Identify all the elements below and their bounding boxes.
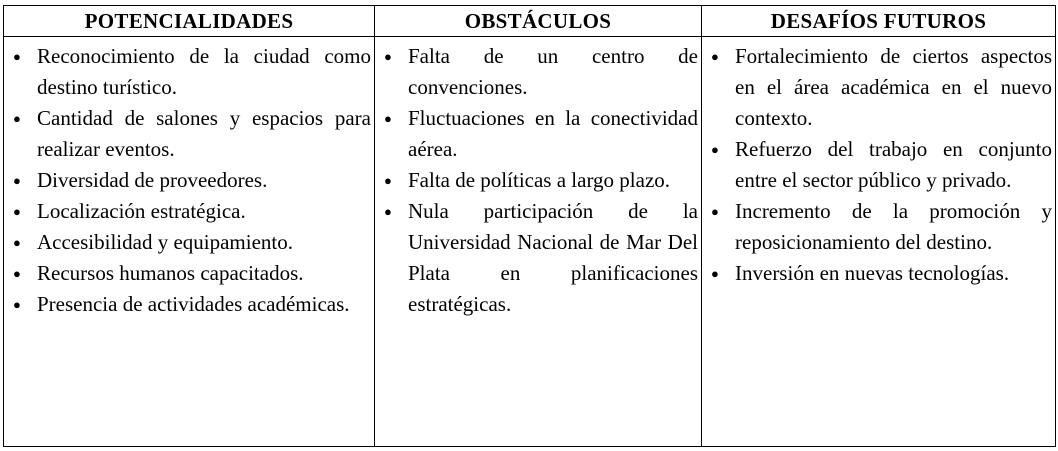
list-item [707, 196, 1052, 258]
list-item [9, 103, 371, 165]
bullet-icon: ● [711, 204, 719, 219]
list-item [380, 103, 698, 165]
bullet-icon: ● [384, 204, 392, 219]
swot-table [3, 5, 1056, 447]
item-text: Recursos humanos capacitados. [37, 261, 304, 285]
bullet-icon: ● [711, 49, 719, 64]
bullet-icon: ● [13, 235, 21, 250]
bullet-icon: ● [711, 266, 719, 281]
list-item [9, 41, 371, 103]
list-item [9, 258, 371, 289]
bullet-icon: ● [384, 49, 392, 64]
bullet-icon: ● [13, 111, 21, 126]
list-item [707, 258, 1052, 289]
obstaculos-list [380, 41, 698, 320]
bullet-icon: ● [13, 266, 21, 281]
item-text: Nula participación de la Universidad Nacional de Mar Del Plata en planificaciones estratégicas. [408, 199, 698, 316]
list-item [9, 289, 371, 320]
list-item [9, 196, 371, 227]
item-text: Accesibilidad y equipamiento. [37, 230, 294, 254]
desafios-futuros-cell [702, 37, 1056, 447]
list-item [380, 41, 698, 103]
list-item [707, 41, 1052, 134]
item-text: Inversión en nuevas tecnologías. [735, 261, 1010, 285]
header-desafios-futuros: DESAFÍOS FUTUROS [702, 6, 1056, 37]
body-row [4, 37, 1056, 447]
item-text: Falta de un centro de convenciones. [408, 44, 698, 99]
desafios-futuros-list [707, 41, 1052, 289]
potencialidades-cell [4, 37, 375, 447]
item-text: Refuerzo del trabajo en conjunto entre el sector público y privado. [735, 137, 1052, 192]
bullet-icon: ● [384, 111, 392, 126]
header-row [4, 6, 1056, 37]
item-text: Falta de políticas a largo plazo. [408, 168, 671, 192]
item-text: Diversidad de proveedores. [37, 168, 268, 192]
header-potencialidades: POTENCIALIDADES [4, 6, 375, 37]
item-text: Localización estratégica. [37, 199, 246, 223]
bullet-icon: ● [384, 173, 392, 188]
list-item [380, 165, 698, 196]
bullet-icon: ● [13, 173, 21, 188]
list-item [380, 196, 698, 320]
bullet-icon: ● [13, 49, 21, 64]
item-text: Reconocimiento de la ciudad como destino turístico. [37, 44, 371, 99]
bullet-icon: ● [13, 204, 21, 219]
item-text: Fortalecimiento de ciertos aspectos en el área académica en el nuevo contexto. [735, 44, 1052, 130]
header-obstaculos: OBSTÁCULOS [375, 6, 702, 37]
list-item [9, 165, 371, 196]
list-item [9, 227, 371, 258]
list-item [707, 134, 1052, 196]
item-text: Fluctuaciones en la conectividad aérea. [408, 106, 698, 161]
bullet-icon: ● [711, 142, 719, 157]
potencialidades-list [9, 41, 371, 320]
obstaculos-cell [375, 37, 702, 447]
item-text: Incremento de la promoción y reposicionamiento del destino. [735, 199, 1052, 254]
item-text: Presencia de actividades académicas. [37, 292, 350, 316]
item-text: Cantidad de salones y espacios para realizar eventos. [37, 106, 371, 161]
bullet-icon: ● [13, 297, 21, 312]
